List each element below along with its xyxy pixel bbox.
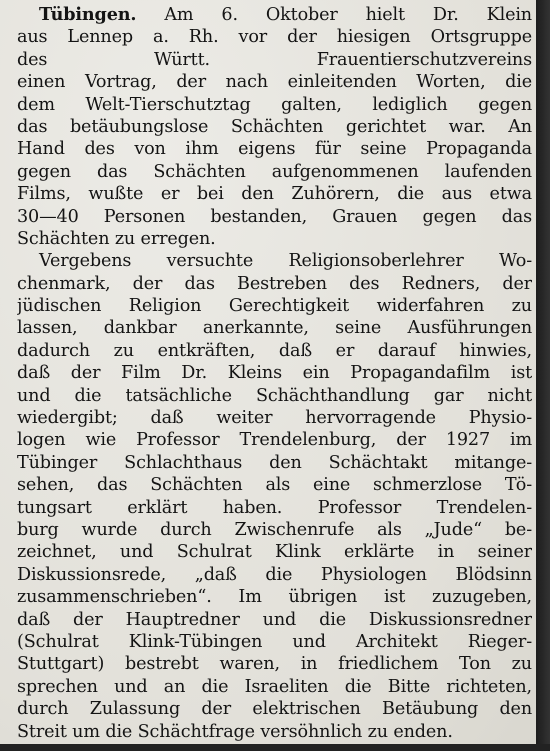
article-line bbox=[17, 49, 532, 71]
line-text: jüdischen Religion Gerechtigkeit widerfahren zu bbox=[17, 296, 532, 317]
line-text: dem Welt-Tierschutztag galten, lediglich gegen bbox=[17, 94, 532, 115]
article-line bbox=[17, 362, 532, 384]
article-line bbox=[17, 71, 532, 93]
line-text: Hand des von ihm eigens für seine Propaganda bbox=[17, 139, 532, 160]
article-line bbox=[17, 4, 532, 26]
line-text: lassen, dankbar anerkannte, seine Ausführungen bbox=[17, 318, 532, 339]
article-line bbox=[17, 676, 532, 698]
article-line bbox=[17, 161, 532, 183]
article-line bbox=[17, 116, 532, 138]
article-line bbox=[17, 250, 532, 272]
article-line bbox=[17, 340, 532, 362]
line-text: Films, wußte er bei den Zuhörern, die aus etwa bbox=[17, 184, 532, 205]
article-line bbox=[17, 474, 532, 496]
line-text: logen wie Professor Trendelenburg, der 1927 im bbox=[17, 430, 532, 451]
line-text: sprechen und an die Israeliten die Bitte richteten, bbox=[17, 676, 532, 697]
article-line bbox=[17, 541, 532, 563]
line-text: einen Vortrag, der nach einleitenden Worten, die bbox=[17, 72, 532, 93]
article-line bbox=[17, 138, 532, 160]
article-line bbox=[17, 586, 532, 608]
article-line bbox=[17, 94, 532, 116]
article-line bbox=[17, 206, 532, 228]
line-text: Streit um die Schächtfrage versöhnlich zu enden. bbox=[17, 721, 453, 742]
line-text: Vergebens versuchte Religionsoberlehrer Wo- bbox=[39, 251, 532, 272]
line-text: Schächten zu erregen. bbox=[17, 228, 216, 249]
article-line bbox=[17, 183, 532, 205]
article-line bbox=[17, 429, 532, 451]
line-text: dadurch zu entkräften, daß er darauf hinwies, bbox=[17, 340, 532, 361]
article-line bbox=[17, 452, 532, 474]
article-line bbox=[17, 228, 532, 250]
line-text: durch Zulassung der elektrischen Betäubung den bbox=[17, 699, 532, 720]
line-text: das betäubungslose Schächten gerichtet war. An bbox=[17, 116, 532, 137]
line-text: und die tatsächliche Schächthandlung gar nicht bbox=[17, 385, 532, 406]
article-line bbox=[17, 407, 532, 429]
article-line bbox=[17, 698, 532, 720]
article-line bbox=[17, 653, 532, 675]
line-text: zeichnet, und Schulrat Klink erklärte in seiner bbox=[17, 542, 532, 563]
line-text: sehen, das Schächten als eine schmerzlose Tö- bbox=[17, 475, 532, 496]
article-line bbox=[17, 497, 532, 519]
line-text: chenmark, der das Bestreben des Redners, der bbox=[17, 273, 532, 294]
line-text: daß der Film Dr. Kleins ein Propagandafilm ist bbox=[17, 363, 532, 384]
article-line bbox=[17, 26, 532, 48]
line-text: 30—40 Personen bestanden, Grauen gegen das bbox=[17, 206, 532, 227]
article-line bbox=[17, 631, 532, 653]
scan-edge-bottom bbox=[0, 744, 550, 751]
article-line bbox=[17, 564, 532, 586]
line-text: des Württ. Frauentierschutzvereins bbox=[17, 49, 532, 70]
dateline-location: Tübingen. bbox=[39, 4, 137, 25]
line-text: gegen das Schächten aufgenommenen laufenden bbox=[17, 161, 532, 182]
article-line bbox=[17, 609, 532, 631]
line-text: Stuttgart) bestrebt waren, in friedlichem Ton zu bbox=[17, 654, 532, 675]
article-line bbox=[17, 295, 532, 317]
line-text: Diskussionsrede, „daß die Physiologen Blödsinn bbox=[17, 564, 532, 585]
article-column bbox=[17, 4, 532, 743]
line-text: Am 6. Oktober hielt Dr. Klein bbox=[136, 5, 532, 25]
article-line bbox=[17, 273, 532, 295]
article-line bbox=[17, 317, 532, 339]
line-text: burg wurde durch Zwischenrufe als „Jude“ be- bbox=[17, 519, 532, 540]
line-text: Tübinger Schlachthaus den Schächtakt mitange- bbox=[17, 452, 532, 473]
line-text: tungsart erklärt haben. Professor Trendelen- bbox=[17, 497, 532, 518]
line-text: (Schulrat Klink-Tübingen und Architekt Rieger- bbox=[17, 631, 532, 652]
article-line bbox=[17, 519, 532, 541]
line-text: aus Lennep a. Rh. vor der hiesigen Ortsgruppe bbox=[17, 27, 532, 48]
scan-edge-right bbox=[536, 0, 550, 751]
line-text: zusammenschrieben“. Im übrigen ist zuzugeben, bbox=[17, 587, 532, 608]
article-line bbox=[17, 385, 532, 407]
line-text: daß der Hauptredner und die Diskussionsredner bbox=[17, 609, 532, 630]
article-line bbox=[17, 721, 532, 743]
line-text: wiedergibt; daß weiter hervorragende Physio- bbox=[17, 408, 532, 429]
